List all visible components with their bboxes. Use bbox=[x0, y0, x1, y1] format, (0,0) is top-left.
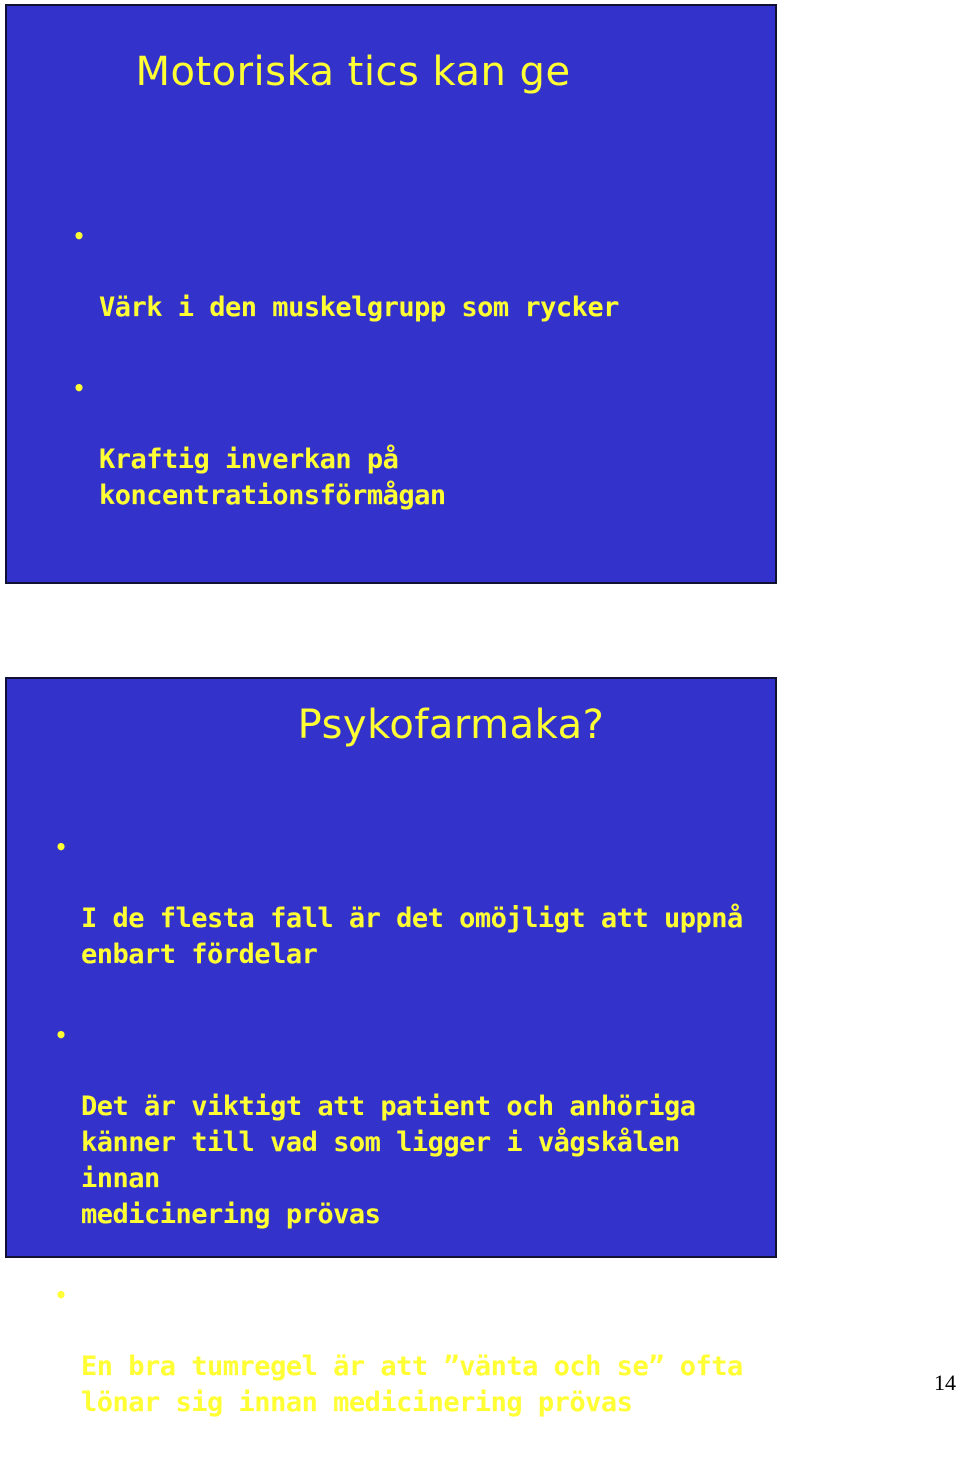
bullet-dot-icon: • bbox=[55, 1283, 67, 1307]
bullet-item bbox=[73, 218, 753, 326]
bullet-dot-icon: • bbox=[55, 835, 67, 859]
bullet-dot-icon: • bbox=[73, 376, 85, 400]
bullet-text: Kraftig inverkan på koncentrationsförmågan bbox=[99, 444, 446, 511]
bullet-item bbox=[55, 829, 745, 973]
slide-1-title: Motoriska tics kan ge bbox=[135, 49, 571, 95]
bullet-dot-icon: • bbox=[73, 224, 85, 248]
slide-2-title: Psykofarmaka? bbox=[297, 702, 605, 748]
slide-1 bbox=[5, 4, 777, 584]
slide-1-bullet-list bbox=[73, 218, 753, 558]
bullet-text: Det är viktigt att patient och anhöriga känner till vad som ligger i vågskålen innan medicinering prövas bbox=[81, 1091, 696, 1230]
bullet-text: Värk i den muskelgrupp som rycker bbox=[99, 292, 619, 323]
bullet-item bbox=[73, 370, 753, 514]
bullet-item bbox=[55, 1017, 745, 1233]
bullet-text: I de flesta fall är det omöjligt att uppnå enbart fördelar bbox=[81, 903, 743, 970]
page-number: 14 bbox=[934, 1370, 956, 1395]
bullet-item bbox=[55, 1277, 745, 1421]
slide-2-bullet-list bbox=[55, 829, 745, 1465]
slide-2 bbox=[5, 677, 777, 1418]
bullet-dot-icon: • bbox=[55, 1023, 67, 1047]
bullet-text: En bra tumregel är att ”vänta och se” ofta lönar sig innan medicinering prövas bbox=[81, 1351, 743, 1418]
